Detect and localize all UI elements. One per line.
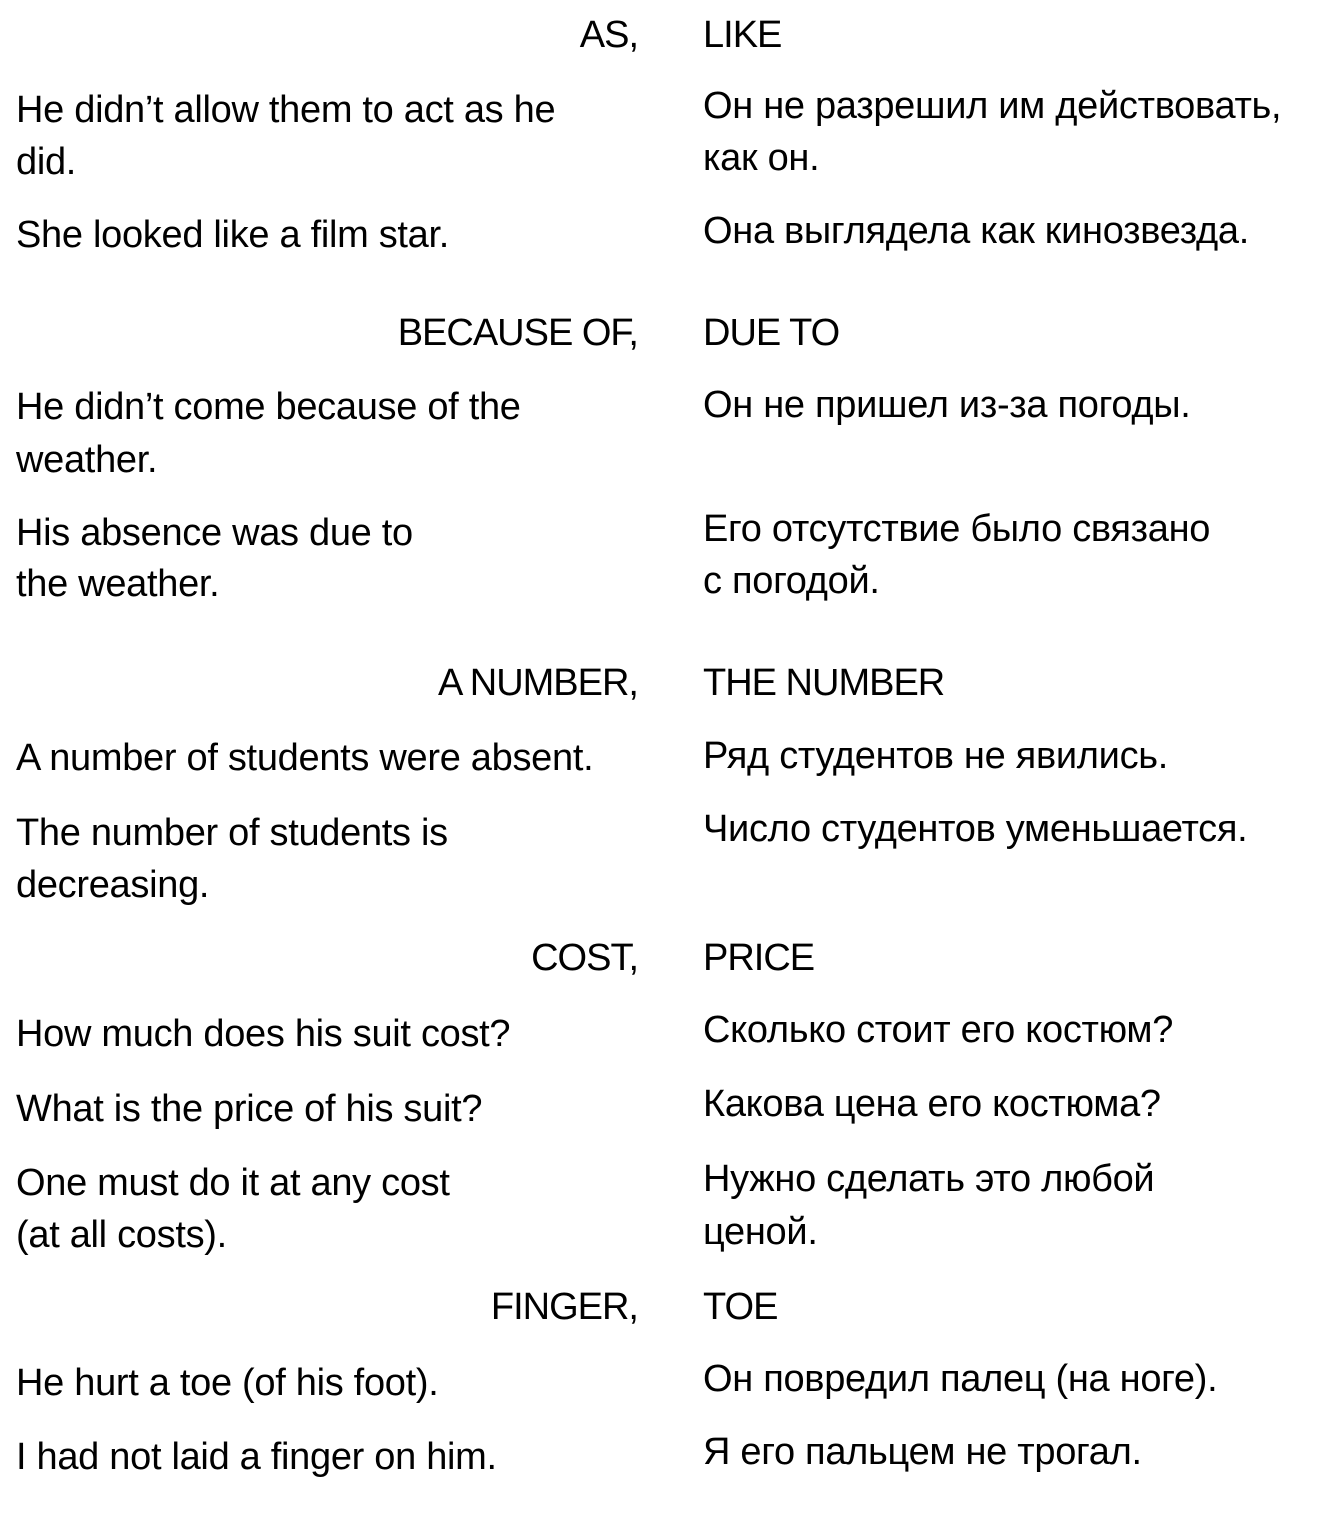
- right-heading: TOE: [703, 1286, 778, 1328]
- russian-example-line: Ряд студентов не явились.: [703, 735, 1169, 777]
- english-example-line: the weather.: [16, 563, 220, 605]
- right-heading: LIKE: [703, 14, 782, 56]
- russian-example-line: с погодой.: [703, 560, 880, 602]
- left-heading: AS,: [579, 14, 638, 56]
- left-heading: A NUMBER,: [437, 662, 638, 704]
- english-example-line: I had not laid a finger on him.: [16, 1436, 497, 1478]
- english-example-line: (at all costs).: [16, 1214, 227, 1256]
- english-example-line: A number of students were absent.: [16, 737, 594, 779]
- english-example-line: decreasing.: [16, 864, 210, 906]
- english-example-line: He didn’t come because of the: [16, 386, 521, 428]
- english-example-line: did.: [16, 141, 77, 183]
- english-example-line: How much does his suit cost?: [16, 1013, 511, 1055]
- english-example-line: His absence was due to: [16, 512, 413, 554]
- russian-example-line: Он не пришел из-за погоды.: [703, 384, 1191, 426]
- russian-example-line: Сколько стоит его костюм?: [703, 1009, 1174, 1051]
- russian-example-line: как он.: [703, 137, 820, 179]
- russian-example-line: Он не разрешил им действовать,: [703, 85, 1282, 127]
- right-heading: DUE TO: [703, 312, 840, 354]
- russian-example-line: Какова цена его костюма?: [703, 1083, 1161, 1125]
- left-heading: FINGER,: [490, 1286, 638, 1328]
- russian-example-line: Нужно сделать это любой: [703, 1158, 1155, 1200]
- russian-example-line: Я его пальцем не трогал.: [703, 1431, 1142, 1473]
- english-example-line: One must do it at any cost: [16, 1162, 450, 1204]
- left-heading: COST,: [531, 937, 638, 979]
- english-example-line: He hurt a toe (of his foot).: [16, 1362, 439, 1404]
- english-example-line: The number of students is: [16, 812, 448, 854]
- russian-example-line: ценой.: [703, 1211, 818, 1253]
- russian-example-line: Число студентов уменьшается.: [703, 808, 1248, 850]
- russian-example-line: Она выглядела как кинозвезда.: [703, 210, 1249, 252]
- english-example-line: He didn’t allow them to act as he: [16, 89, 556, 131]
- english-example-line: What is the price of his suit?: [16, 1088, 483, 1130]
- russian-example-line: Он повредил палец (на ноге).: [703, 1358, 1218, 1400]
- english-example-line: weather.: [16, 439, 158, 481]
- right-heading: PRICE: [703, 937, 815, 979]
- right-heading: THE NUMBER: [703, 662, 945, 704]
- left-heading: BECAUSE OF,: [397, 312, 638, 354]
- english-example-line: She looked like a film star.: [16, 214, 450, 256]
- russian-example-line: Его отсутствие было связано: [703, 508, 1211, 550]
